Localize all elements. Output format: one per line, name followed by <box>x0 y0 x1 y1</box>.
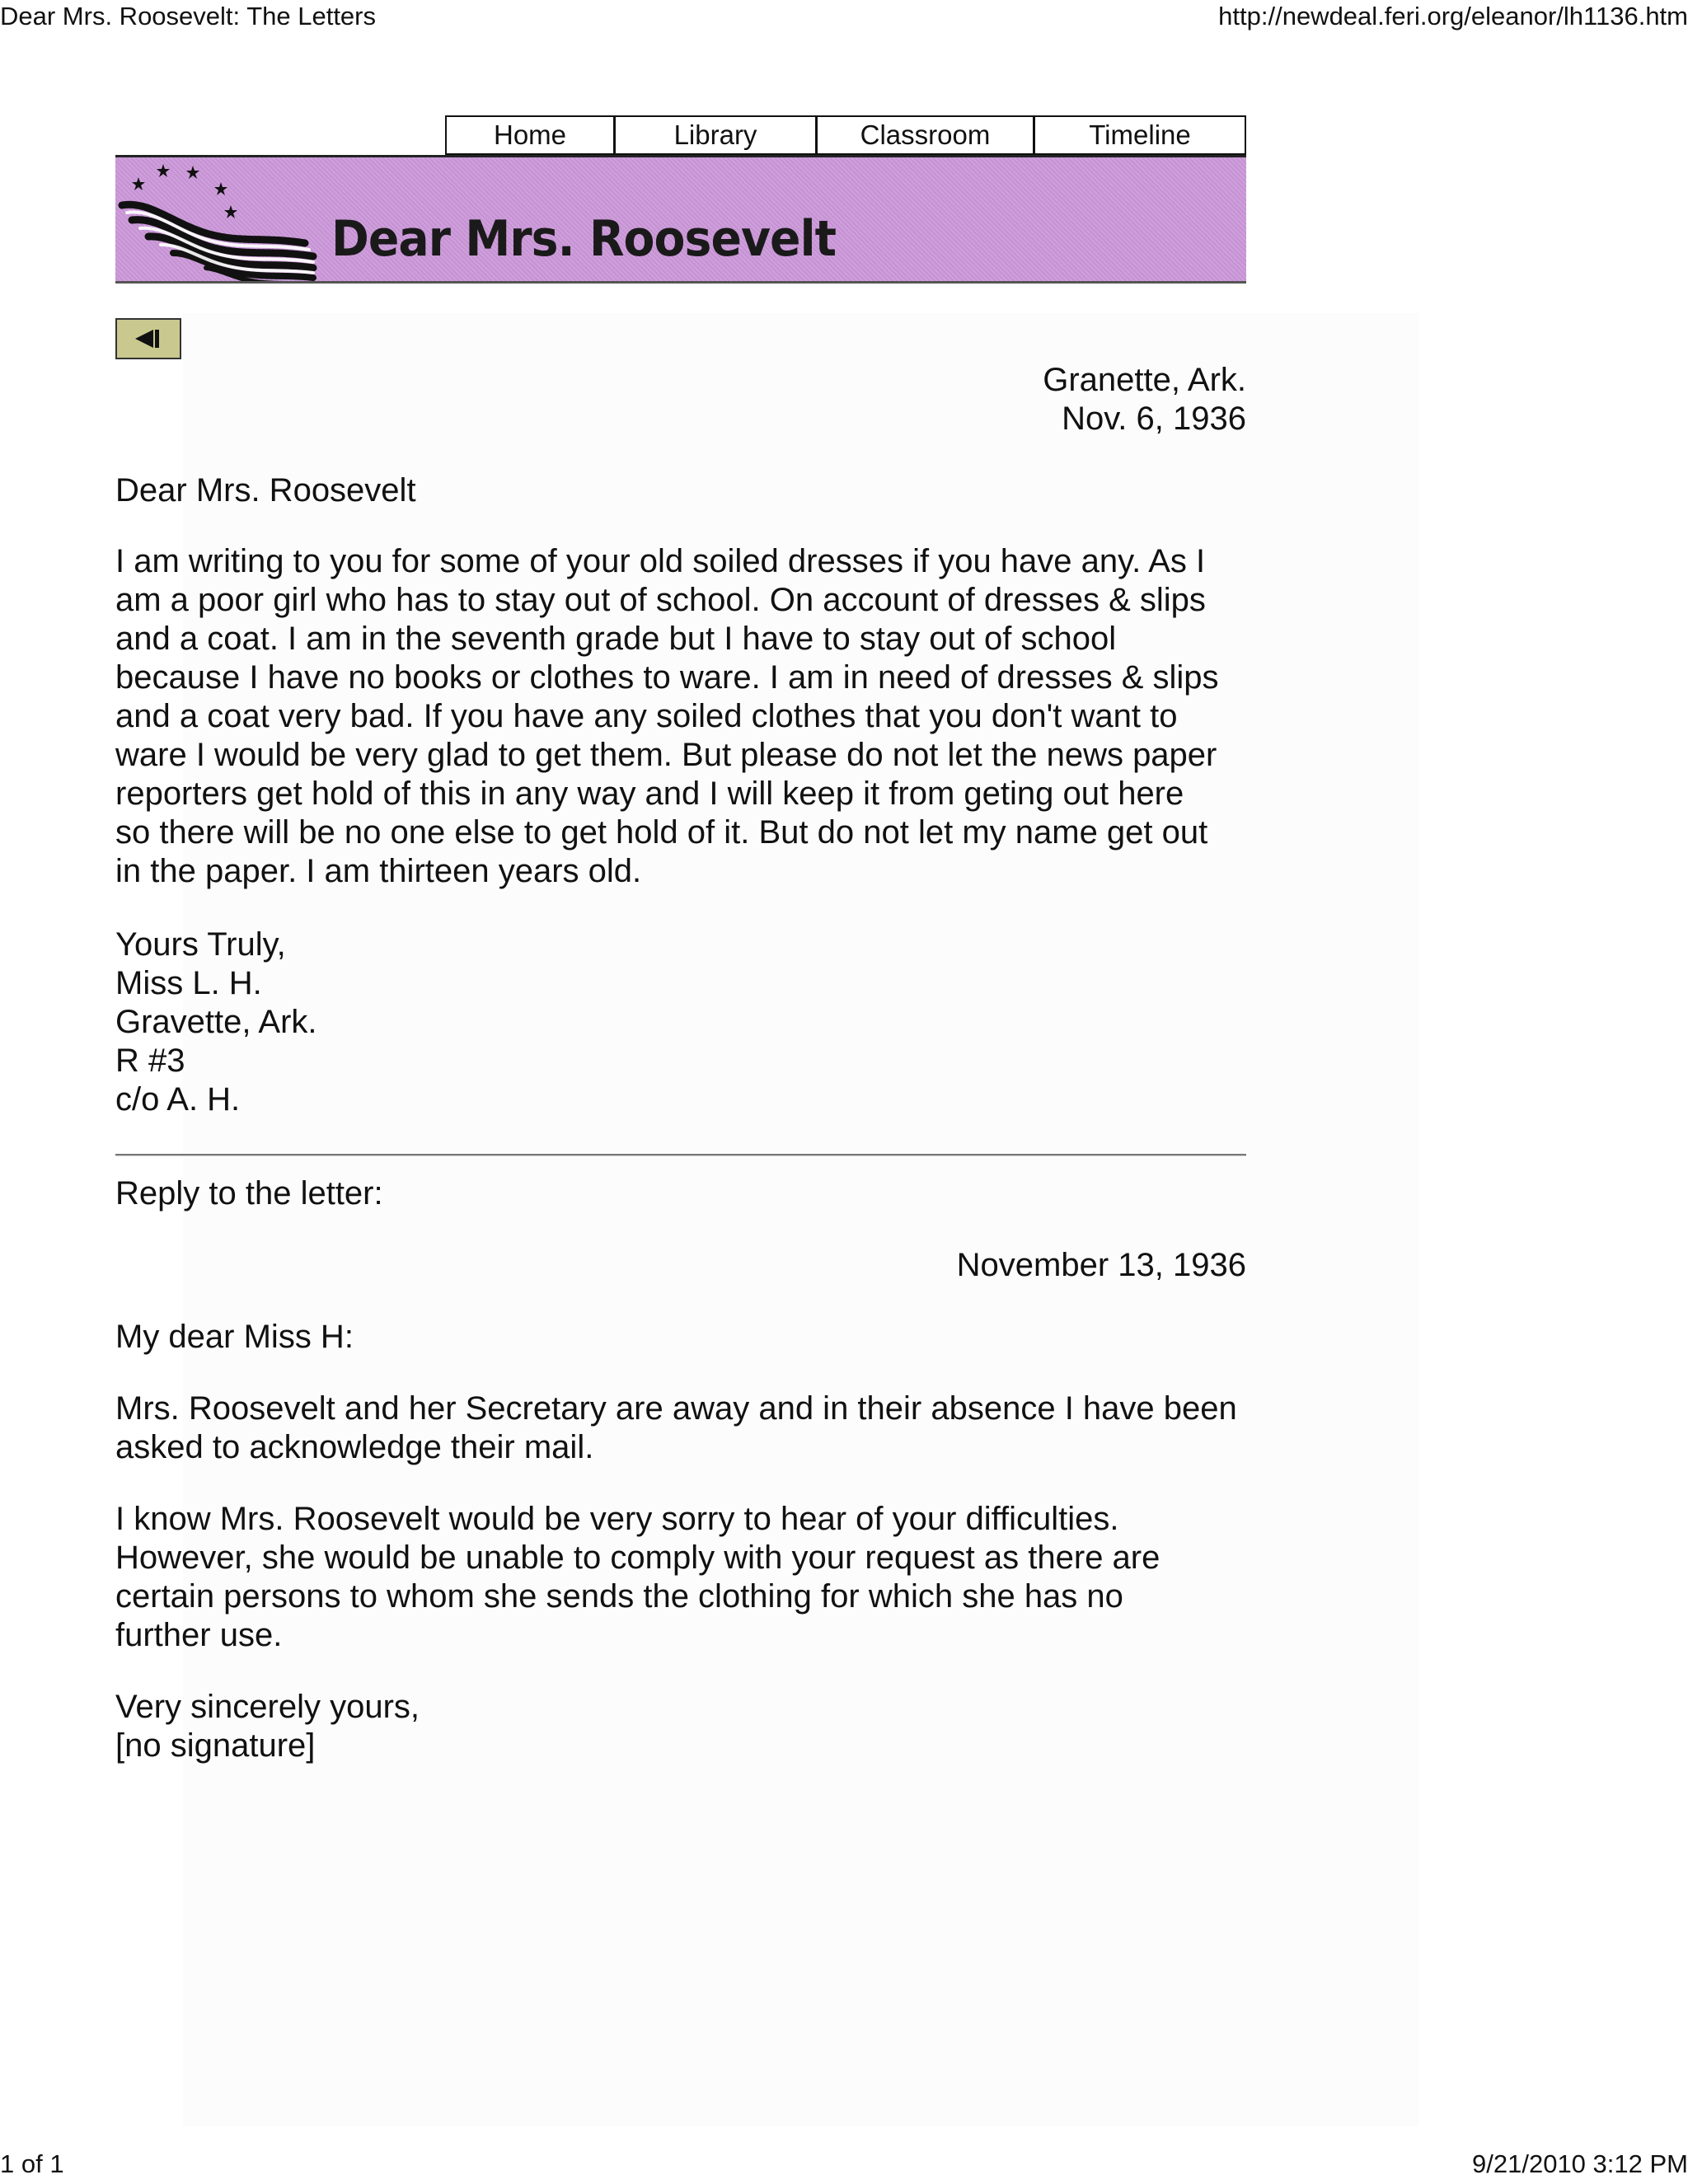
nav-timeline-link[interactable]: Timeline <box>1089 120 1191 150</box>
section-divider <box>115 1154 1246 1156</box>
letter-date: Nov. 6, 1936 <box>1062 401 1246 437</box>
banner-title: Dear Mrs. Roosevelt <box>331 210 837 268</box>
letter-closing-block <box>115 926 1246 1119</box>
reply-paragraph-2-line: certain persons to whom she sends the clothing for which she has no <box>115 1578 1123 1615</box>
nav-classroom-link[interactable]: Classroom <box>818 117 1035 153</box>
letter-signature: Miss L. H. <box>115 965 262 1001</box>
reply-closing: Very sincerely yours, <box>115 1689 420 1725</box>
letter-salutation: Dear Mrs. Roosevelt <box>115 472 416 509</box>
letter-body-line: I am writing to you for some of your old soiled dresses if you have any. As I <box>115 543 1206 579</box>
reply-paragraph-1-line: Mrs. Roosevelt and her Secretary are away and in their absence I have been <box>115 1390 1237 1427</box>
letter-body-line: so there will be no one else to get hold of it. But do not let my name get out <box>115 814 1208 851</box>
letter-body-line: ware I would be very glad to get them. But please do not let the news paper <box>115 737 1217 773</box>
reply-date: November 13, 1936 <box>956 1247 1246 1283</box>
letter-body-line: in the paper. I am thirteen years old. <box>115 853 642 889</box>
reply-signature: [no signature] <box>115 1727 316 1764</box>
stars-and-stripes-flag-icon <box>115 157 330 284</box>
letter-body-line: because I have no books or clothes to ware. I am in need of dresses & slips <box>115 659 1219 696</box>
letter-body <box>115 542 1246 891</box>
letter-body-line: and a coat very bad. If you have any soiled clothes that you don't want to <box>115 698 1178 734</box>
nav-home-link[interactable]: Home <box>447 117 616 153</box>
reply-paragraph-1-line: asked to acknowledge their mail. <box>115 1429 594 1465</box>
print-header-url: http://newdeal.feri.org/eleanor/lh1136.htm <box>1218 2 1688 30</box>
letter-closing: Yours Truly, <box>115 926 286 963</box>
print-footer-page: 1 of 1 <box>0 2149 64 2178</box>
letter-address-town: Gravette, Ark. <box>115 1004 317 1040</box>
reply-closing-block <box>115 1688 1246 1765</box>
nav-library-link[interactable]: Library <box>616 117 818 153</box>
reply-paragraph-1 <box>115 1390 1246 1467</box>
reply-paragraph-2-line: I know Mrs. Roosevelt would be very sorry to hear of your difficulties. <box>115 1501 1119 1537</box>
back-button[interactable] <box>115 318 181 359</box>
reply-paragraph-2-line: further use. <box>115 1617 283 1653</box>
reply-salutation: My dear Miss H: <box>115 1319 354 1355</box>
letter-address-care-of: c/o A. H. <box>115 1081 241 1118</box>
letter-address-route: R #3 <box>115 1043 185 1079</box>
site-banner[interactable] <box>115 155 1246 284</box>
reply-paragraph-2 <box>115 1500 1246 1655</box>
letter-place: Granette, Ark. <box>1043 362 1246 398</box>
top-nav <box>445 115 1246 155</box>
print-footer-timestamp: 9/21/2010 3:12 PM <box>1472 2149 1688 2178</box>
print-header-title: Dear Mrs. Roosevelt: The Letters <box>0 2 376 30</box>
letter-body-line: am a poor girl who has to stay out of school. On account of dresses & slips <box>115 582 1206 618</box>
letter-body-line: and a coat. I am in the seventh grade but I have to stay out of school <box>115 621 1117 657</box>
reply-heading: Reply to the letter: <box>115 1175 383 1212</box>
letter-body-line: reporters get hold of this in any way and I will keep it from geting out here <box>115 776 1184 812</box>
reply-paragraph-2-line: However, she would be unable to comply with your request as there are <box>115 1540 1160 1576</box>
back-arrow-icon <box>132 328 165 349</box>
